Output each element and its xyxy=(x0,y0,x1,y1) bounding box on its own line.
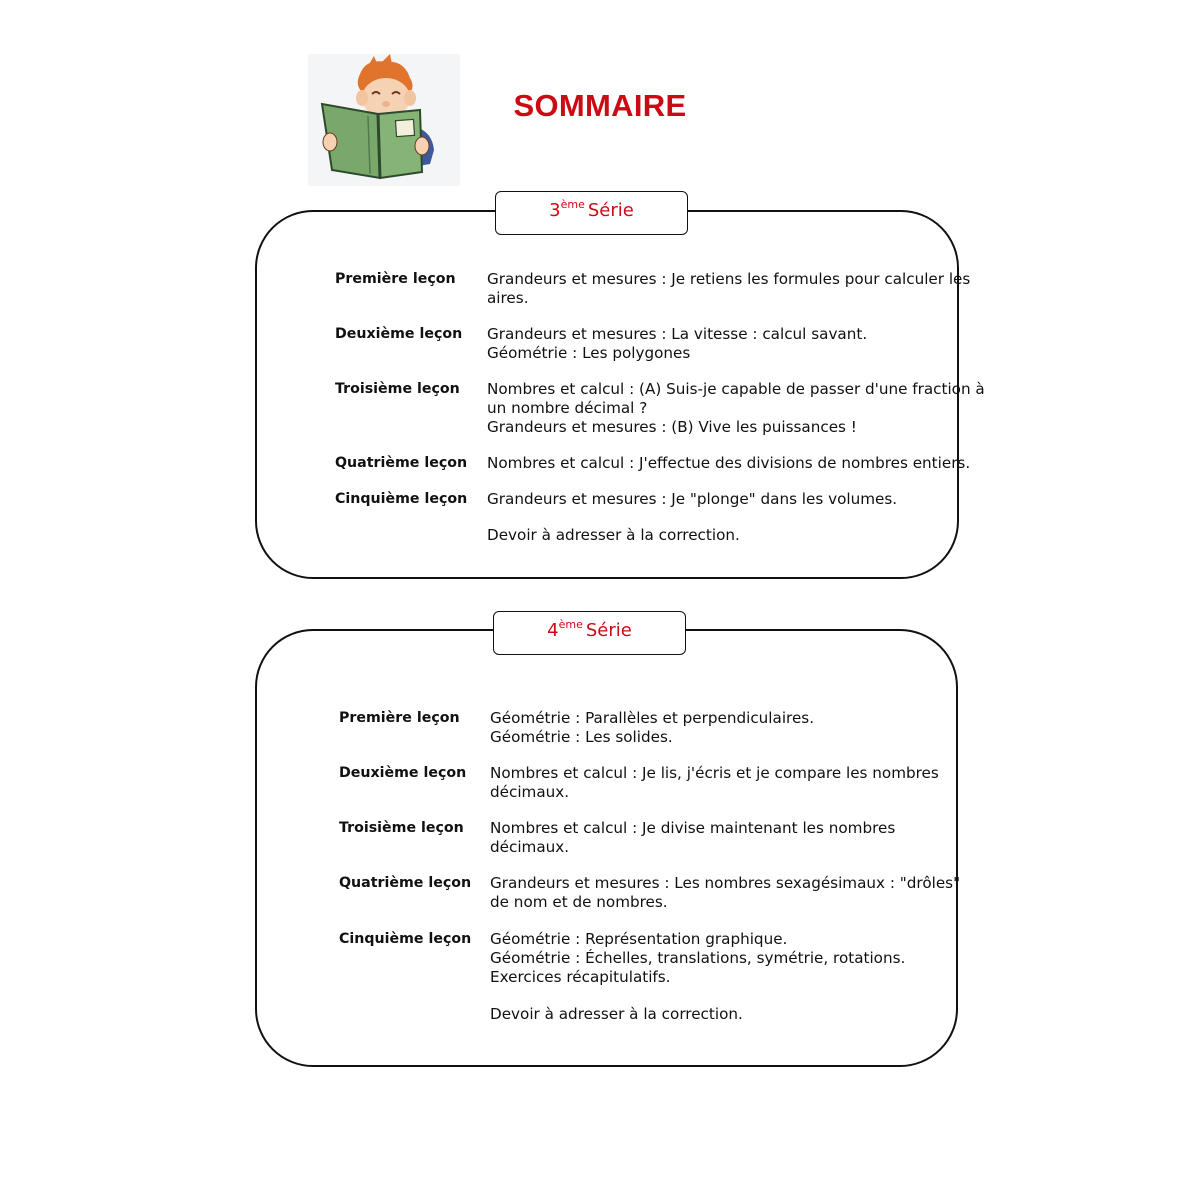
lesson-content-line: Géométrie : Représentation graphique. xyxy=(490,930,788,948)
series-3-superscript: ème xyxy=(560,198,585,211)
series-4-tab xyxy=(493,611,686,655)
page-title: SOMMAIRE xyxy=(513,88,687,123)
lesson-name: Troisième leçon xyxy=(335,381,460,397)
lesson-content-line: Géométrie : Échelles, translations, symétrie, rotations. xyxy=(490,949,906,967)
lesson-name: Première leçon xyxy=(339,710,460,726)
lesson-content-line: aires. xyxy=(487,289,529,307)
lesson-content-line: décimaux. xyxy=(490,838,570,856)
lesson-content-line: Nombres et calcul : (A) Suis-je capable de passer d'une fraction à xyxy=(487,380,985,398)
homework-note: Devoir à adresser à la correction. xyxy=(490,1005,743,1023)
series-3-number: 3 xyxy=(549,200,561,221)
lesson-content-line: Grandeurs et mesures : Je "plonge" dans les volumes. xyxy=(487,490,898,508)
lesson-name: Deuxième leçon xyxy=(335,326,463,342)
series-4-superscript: ème xyxy=(558,618,583,631)
lesson-content-line: Grandeurs et mesures : (B) Vive les puissances ! xyxy=(487,418,857,436)
lesson-content-line: Grandeurs et mesures : Je retiens les formules pour calculer les xyxy=(487,270,971,288)
lesson-content-line: Nombres et calcul : J'effectue des divisions de nombres entiers. xyxy=(487,454,971,472)
lesson-name: Première leçon xyxy=(335,271,456,287)
lesson-name: Deuxième leçon xyxy=(339,765,467,781)
series-4-word: Série xyxy=(585,620,632,641)
boy-reading-book-illustration xyxy=(308,54,460,186)
series-3-word: Série xyxy=(587,200,634,221)
lesson-content-line: un nombre décimal ? xyxy=(487,399,648,417)
lesson-content-line: Exercices récapitulatifs. xyxy=(490,968,671,986)
lesson-content-line: Grandeurs et mesures : Les nombres sexagésimaux : "drôles" xyxy=(490,874,961,892)
lesson-name: Cinquième leçon xyxy=(339,931,472,947)
lesson-name: Cinquième leçon xyxy=(335,491,468,507)
lesson-name: Troisième leçon xyxy=(339,820,464,836)
lesson-content-line: Nombres et calcul : Je lis, j'écris et je compare les nombres xyxy=(490,764,939,782)
lesson-content-line: Géométrie : Les solides. xyxy=(490,728,673,746)
series-4-number: 4 xyxy=(547,620,559,641)
lesson-content-line: Géométrie : Parallèles et perpendiculaires. xyxy=(490,709,815,727)
lesson-content-line: Grandeurs et mesures : La vitesse : calcul savant. xyxy=(487,325,868,343)
lesson-content-line: décimaux. xyxy=(490,783,570,801)
lesson-content-line: Nombres et calcul : Je divise maintenant les nombres xyxy=(490,819,896,837)
series-3-tab xyxy=(495,191,688,235)
lesson-name: Quatrième leçon xyxy=(339,875,472,891)
lesson-content-line: de nom et de nombres. xyxy=(490,893,668,911)
homework-note: Devoir à adresser à la correction. xyxy=(487,526,740,544)
lesson-name: Quatrième leçon xyxy=(335,455,468,471)
lesson-content-line: Géométrie : Les polygones xyxy=(487,344,691,362)
